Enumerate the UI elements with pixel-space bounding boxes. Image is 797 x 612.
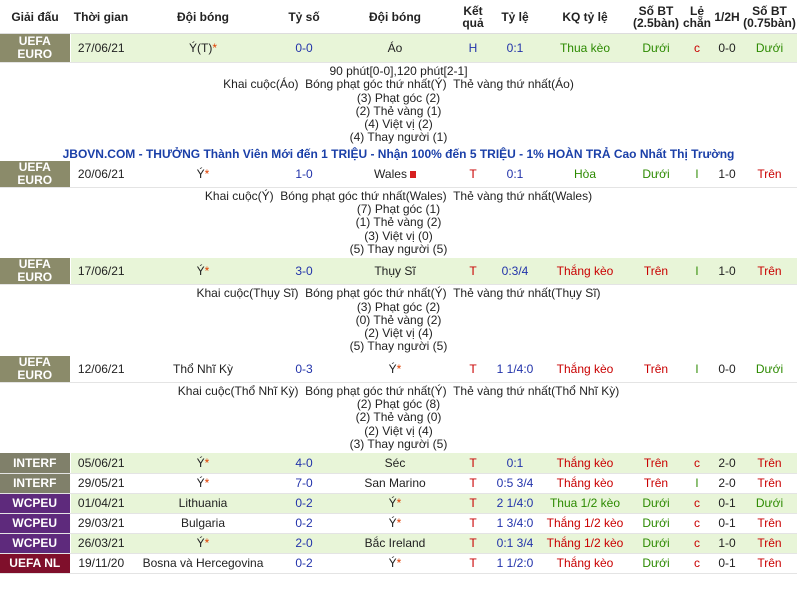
match-row[interactable] <box>0 533 797 553</box>
team-name[interactable]: Thụy Sĩ <box>374 264 416 279</box>
star-marker: * <box>396 556 402 571</box>
league-badge[interactable]: WCPEU <box>0 513 70 533</box>
detail-line: (3) Việt vị (0) <box>364 228 433 243</box>
column-header[interactable]: 1/2H <box>712 0 742 34</box>
over-under-25: Dưới <box>630 513 682 533</box>
handicap-odds: 1 3/4:0 <box>490 513 540 533</box>
away-team[interactable] <box>334 356 456 383</box>
handicap-result: Thắng kèo <box>540 473 630 493</box>
match-result: T <box>456 513 490 533</box>
match-date: 12/06/21 <box>70 356 132 383</box>
handicap-result: Thắng kèo <box>540 553 630 573</box>
column-header[interactable]: Đội bóng <box>334 0 456 34</box>
match-date: 29/05/21 <box>70 473 132 493</box>
half-time-score: 0-1 <box>712 493 742 513</box>
home-team[interactable] <box>132 553 274 573</box>
over-under-075: Trên <box>742 533 797 553</box>
odd-even: c <box>682 533 712 553</box>
match-score[interactable]: 0-2 <box>274 493 334 513</box>
over-under-25: Dưới <box>630 533 682 553</box>
league-badge[interactable]: UEFA NL <box>0 553 70 573</box>
over-under-075: Trên <box>742 258 797 285</box>
league-badge[interactable]: UEFA EURO <box>0 258 70 285</box>
match-score[interactable]: 4-0 <box>274 453 334 473</box>
odd-even: l <box>682 258 712 285</box>
team-name[interactable]: Lithuania <box>178 496 228 511</box>
odd-even: l <box>682 356 712 383</box>
team-name[interactable]: Ý <box>388 556 397 571</box>
match-date: 05/06/21 <box>70 453 132 473</box>
match-score[interactable]: 0-2 <box>274 553 334 573</box>
team-name[interactable]: Bắc Ireland <box>364 536 426 551</box>
team-name[interactable]: Séc <box>384 455 406 470</box>
match-result: T <box>456 453 490 473</box>
half-time-score: 0-1 <box>712 513 742 533</box>
detail-line: (7) Phạt góc (1) <box>356 202 441 217</box>
match-row[interactable] <box>0 356 797 383</box>
column-header[interactable]: Tỷ số <box>274 0 334 34</box>
detail-line: 90 phút[0-0],120 phút[2-1] <box>329 64 468 78</box>
match-score[interactable]: 3-0 <box>274 258 334 285</box>
star-marker: * <box>396 361 402 376</box>
star-marker: * <box>204 264 210 279</box>
team-name[interactable]: Ý <box>196 536 205 551</box>
away-team[interactable] <box>334 258 456 285</box>
team-name[interactable]: Ý <box>388 496 397 511</box>
odd-even: c <box>682 453 712 473</box>
team-name[interactable]: Ý <box>196 476 205 491</box>
away-team[interactable] <box>334 161 456 188</box>
match-detail-row <box>0 187 797 258</box>
handicap-odds: 0:5 3/4 <box>490 473 540 493</box>
promo-row[interactable] <box>0 147 797 161</box>
over-under-25: Trên <box>630 258 682 285</box>
odd-even: c <box>682 34 712 63</box>
team-name[interactable]: Ý <box>196 264 205 279</box>
match-score[interactable]: 7-0 <box>274 473 334 493</box>
handicap-odds: 1 1/4:0 <box>490 356 540 383</box>
half-time-score: 0-0 <box>712 34 742 63</box>
team-name[interactable]: Ý <box>196 166 205 181</box>
handicap-result: Thua 1/2 kèo <box>540 493 630 513</box>
over-under-25: Dưới <box>630 493 682 513</box>
half-time-score: 0-0 <box>712 356 742 383</box>
match-detail-row <box>0 63 797 147</box>
handicap-odds: 0:1 <box>490 161 540 188</box>
detail-line: (0) Thẻ vàng (2) <box>355 312 442 327</box>
over-under-25: Dưới <box>630 161 682 188</box>
odd-even: c <box>682 493 712 513</box>
match-result: T <box>456 258 490 285</box>
match-result: T <box>456 553 490 573</box>
match-result: T <box>456 356 490 383</box>
match-date: 19/11/20 <box>70 553 132 573</box>
match-result: H <box>456 34 490 63</box>
odd-even: c <box>682 553 712 573</box>
team-name[interactable]: San Marino <box>364 476 426 491</box>
detail-line: Khai cuộc(Thụy Sĩ) Bóng phạt góc thứ nhất(Ý) Thẻ vàng thứ nhất(Thụy Sĩ) <box>196 286 601 301</box>
match-score[interactable]: 0-3 <box>274 356 334 383</box>
star-marker: * <box>204 166 210 181</box>
over-under-075: Dưới <box>742 493 797 513</box>
match-result: T <box>456 161 490 188</box>
handicap-odds: 2 1/4:0 <box>490 493 540 513</box>
match-date: 27/06/21 <box>70 34 132 63</box>
detail-line: (2) Phạt góc (8) <box>356 397 441 412</box>
league-badge[interactable]: UEFA EURO <box>0 34 70 63</box>
match-score[interactable]: 2-0 <box>274 533 334 553</box>
half-time-score: 1-0 <box>712 258 742 285</box>
detail-line: (3) Phạt góc (2) <box>356 299 441 314</box>
home-team[interactable] <box>132 161 274 188</box>
handicap-result: Thắng kèo <box>540 258 630 285</box>
home-team[interactable] <box>132 453 274 473</box>
home-team[interactable] <box>132 513 274 533</box>
match-score[interactable]: 1-0 <box>274 161 334 188</box>
detail-line: (5) Thay người (5) <box>349 339 448 354</box>
over-under-25: Dưới <box>630 34 682 63</box>
match-row[interactable] <box>0 513 797 533</box>
match-row[interactable] <box>0 493 797 513</box>
over-under-075: Trên <box>742 453 797 473</box>
detail-line: Khai cuộc(Thổ Nhĩ Kỳ) Bóng phạt góc thứ nhất(Ý) Thẻ vàng thứ nhất(Thổ Nhĩ Kỳ) <box>177 383 620 398</box>
league-badge[interactable]: WCPEU <box>0 533 70 553</box>
match-result: T <box>456 493 490 513</box>
over-under-075: Dưới <box>742 34 797 63</box>
detail-line: Khai cuộc(Ý) Bóng phạt góc thứ nhất(Wales) Thẻ vàng thứ nhất(Wales) <box>204 188 593 203</box>
star-marker: * <box>396 516 402 531</box>
column-header[interactable]: KQ tỷ lệ <box>540 0 630 34</box>
half-time-score: 2-0 <box>712 473 742 493</box>
over-under-075: Trên <box>742 513 797 533</box>
handicap-odds: 0:1 <box>490 34 540 63</box>
star-marker: * <box>204 455 210 470</box>
odd-even: c <box>682 513 712 533</box>
header-row <box>0 0 797 34</box>
half-time-score: 1-0 <box>712 161 742 188</box>
match-detail-row <box>0 285 797 356</box>
detail-line: (3) Thay người (5) <box>349 436 448 451</box>
column-header[interactable]: Số BT (2.5bàn) <box>630 0 682 34</box>
over-under-075: Dưới <box>742 356 797 383</box>
half-time-score: 1-0 <box>712 533 742 553</box>
detail-line: (2) Việt vị (4) <box>364 423 433 438</box>
star-marker: * <box>204 476 210 491</box>
match-score[interactable]: 0-0 <box>274 34 334 63</box>
match-detail-row <box>0 382 797 453</box>
handicap-result: Thắng 1/2 kèo <box>540 513 630 533</box>
match-date: 29/03/21 <box>70 513 132 533</box>
team-name[interactable]: Ý <box>196 455 205 470</box>
detail-line: (2) Thẻ vàng (0) <box>355 410 442 425</box>
detail-line: (4) Thay người (1) <box>349 130 448 145</box>
over-under-075: Trên <box>742 161 797 188</box>
away-team[interactable] <box>334 473 456 493</box>
detail-line: (4) Việt vị (2) <box>364 117 433 132</box>
team-name[interactable]: Bosna và Hercegovina <box>142 556 264 571</box>
home-team[interactable] <box>132 473 274 493</box>
detail-line: (5) Thay người (5) <box>349 241 448 256</box>
match-detail <box>0 382 797 453</box>
over-under-075: Trên <box>742 553 797 573</box>
handicap-result: Thắng kèo <box>540 453 630 473</box>
away-team[interactable] <box>334 453 456 473</box>
home-team[interactable] <box>132 533 274 553</box>
team-name[interactable]: Thổ Nhĩ Kỳ <box>172 361 234 376</box>
star-marker: * <box>396 496 402 511</box>
away-team[interactable] <box>334 533 456 553</box>
detail-line: (2) Việt vị (4) <box>364 326 433 341</box>
home-team[interactable] <box>132 258 274 285</box>
odd-even: l <box>682 161 712 188</box>
column-header[interactable]: Giải đấu <box>0 0 70 34</box>
handicap-odds: 0:1 <box>490 453 540 473</box>
column-header[interactable]: Thời gian <box>70 0 132 34</box>
handicap-result: Thua kèo <box>540 34 630 63</box>
match-row[interactable] <box>0 473 797 493</box>
match-detail <box>0 187 797 258</box>
detail-line: (2) Thẻ vàng (1) <box>355 103 442 118</box>
match-date: 01/04/21 <box>70 493 132 513</box>
away-team[interactable] <box>334 553 456 573</box>
column-header[interactable]: Đội bóng <box>132 0 274 34</box>
home-team[interactable] <box>132 34 274 63</box>
half-time-score: 2-0 <box>712 453 742 473</box>
match-row[interactable] <box>0 34 797 63</box>
odd-even: l <box>682 473 712 493</box>
away-team[interactable] <box>334 34 456 63</box>
match-result: T <box>456 533 490 553</box>
column-header[interactable]: Kết quả <box>456 0 490 34</box>
match-result: T <box>456 473 490 493</box>
league-badge[interactable]: UEFA EURO <box>0 161 70 188</box>
team-name[interactable]: Wales <box>374 166 407 181</box>
league-badge[interactable]: INTERF <box>0 453 70 473</box>
match-date: 26/03/21 <box>70 533 132 553</box>
team-name[interactable]: Ý <box>388 361 397 376</box>
handicap-odds: 0:3/4 <box>490 258 540 285</box>
promo-banner[interactable]: JBOVN.COM - THƯỞNG Thành Viên Mới đến 1 TRIỆU - Nhận 100% đến 5 TRIỆU - 1% HOÀN TRẢ Cao Nhất Thị Trường <box>62 146 735 161</box>
match-score[interactable]: 0-2 <box>274 513 334 533</box>
over-under-25: Dưới <box>630 553 682 573</box>
column-header[interactable]: Lẻ chẵn <box>682 0 712 34</box>
over-under-25: Trên <box>630 473 682 493</box>
star-marker: * <box>212 41 217 55</box>
detail-line: (3) Phạt góc (2) <box>356 90 441 105</box>
over-under-075: Trên <box>742 473 797 493</box>
team-name[interactable]: Bulgaria <box>180 516 226 531</box>
detail-line: (1) Thẻ vàng (2) <box>355 215 442 230</box>
handicap-result: Hòa <box>540 161 630 188</box>
match-row[interactable] <box>0 161 797 188</box>
team-name[interactable]: Ý(T) <box>189 41 213 55</box>
match-detail <box>0 63 797 147</box>
away-team[interactable] <box>334 493 456 513</box>
star-marker: * <box>204 536 210 551</box>
match-date: 17/06/21 <box>70 258 132 285</box>
match-detail <box>0 285 797 356</box>
league-badge[interactable]: UEFA EURO <box>0 356 70 383</box>
table-body <box>0 34 797 574</box>
team-name[interactable]: Ý <box>388 516 397 531</box>
column-header[interactable]: Tỷ lệ <box>490 0 540 34</box>
over-under-25: Trên <box>630 356 682 383</box>
handicap-result: Thắng 1/2 kèo <box>540 533 630 553</box>
match-row[interactable] <box>0 553 797 573</box>
match-date: 20/06/21 <box>70 161 132 188</box>
handicap-odds: 1 1/2:0 <box>490 553 540 573</box>
red-card-icon <box>410 171 416 178</box>
match-row[interactable] <box>0 258 797 285</box>
detail-line: Khai cuộc(Áo) Bóng phạt góc thứ nhất(Ý) Thẻ vàng thứ nhất(Áo) <box>223 77 574 92</box>
home-team[interactable] <box>132 493 274 513</box>
team-name[interactable]: Áo <box>387 41 403 55</box>
handicap-odds: 0:1 3/4 <box>490 533 540 553</box>
home-team[interactable] <box>132 356 274 383</box>
handicap-result: Thắng kèo <box>540 356 630 383</box>
column-header[interactable]: Số BT (0.75bàn) <box>742 0 797 34</box>
away-team[interactable] <box>334 513 456 533</box>
over-under-25: Trên <box>630 453 682 473</box>
match-row[interactable] <box>0 453 797 473</box>
league-badge[interactable]: WCPEU <box>0 493 70 513</box>
half-time-score: 0-1 <box>712 553 742 573</box>
league-badge[interactable]: INTERF <box>0 473 70 493</box>
